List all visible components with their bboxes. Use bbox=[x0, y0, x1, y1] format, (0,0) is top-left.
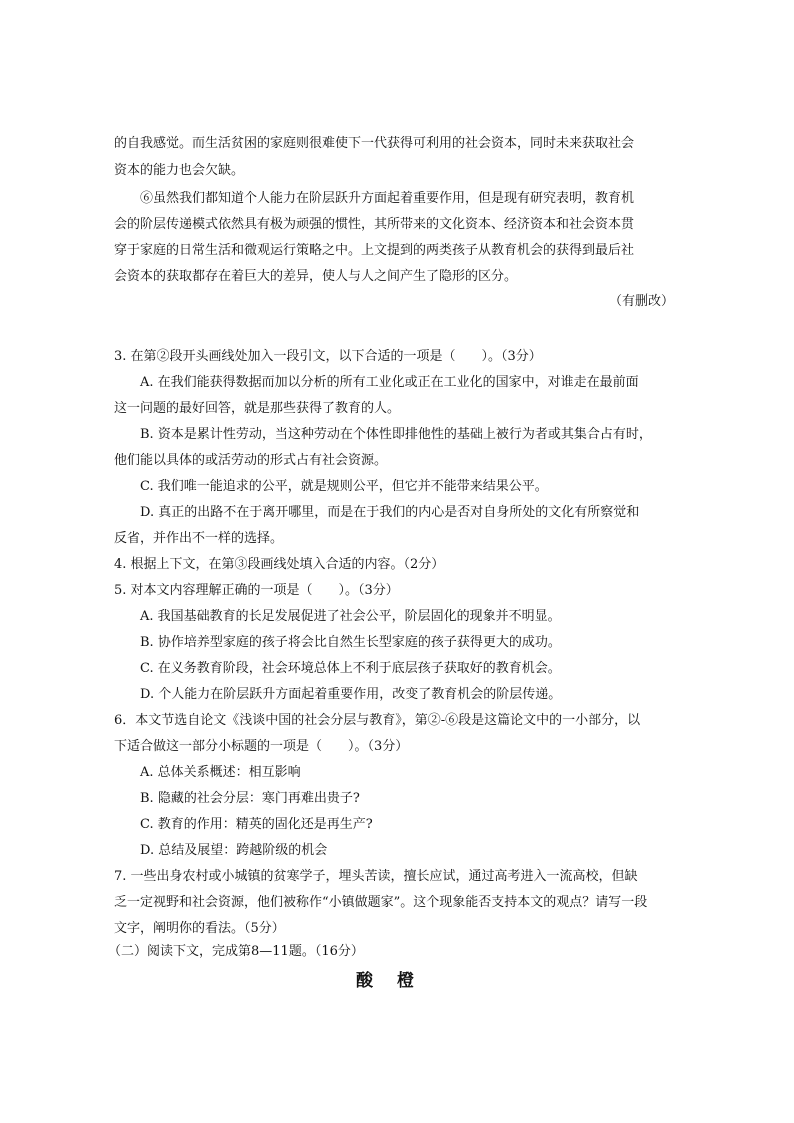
question-3-option-a-cont: 这一问题的最好回答，就是那些获得了教育的人。 bbox=[114, 401, 401, 416]
question-3-option-b-cont: 他们能以具体的或活劳动的形式占有社会资源。 bbox=[114, 453, 388, 468]
paragraph-6-line: 会资本的获取都存在着巨大的差异，使人与人之间产生了隐形的区分。 bbox=[114, 269, 518, 284]
question-3-option-d-cont: 反省，并作出不一样的选择。 bbox=[114, 531, 284, 546]
question-5-option-c: C. 在义务教育阶段，社会环境总体上不利于底层孩子获取好的教育机会。 bbox=[140, 661, 561, 676]
question-3-option-b: B. 资本是累计性劳动，当这种劳动在个体性即排他性的基础上被行为者或其集合占有时， bbox=[140, 427, 652, 442]
passage-line: 的自我感觉。而生活贫困的家庭则很难使下一代获得可利用的社会资本，同时未来获取社会 bbox=[114, 136, 635, 151]
question-5-stem: 5. 对本文内容理解正确的一项是（ ）。（3分） bbox=[114, 583, 399, 598]
question-7-stem-cont: 文字，阐明你的看法。（5分） bbox=[114, 921, 285, 936]
question-5-option-d: D. 个人能力在阶层跃升方面起着重要作用，改变了教育机会的阶层传递。 bbox=[140, 687, 562, 702]
question-3-option-d: D. 真正的出路不在于离开哪里，而是在于我们的内心是否对自身所处的文化有所察觉和 bbox=[140, 505, 640, 520]
question-3-stem: 3. 在第②段开头画线处加入一段引文，以下合适的一项是（ ）。（3分） bbox=[114, 349, 542, 364]
question-6-option-a: A. 总体关系概述：相互影响 bbox=[140, 765, 301, 780]
question-7-stem: 7. 一些出身农村或小城镇的贫寒学子，埋头苦读，擅长应试，通过高考进入一流高校，但缺 bbox=[114, 869, 638, 884]
paragraph-6-line: 穿于家庭的日常生活和微观运行策略之中。上文提到的两类孩子从教育机会的获得到最后社 bbox=[114, 243, 635, 258]
question-6-option-d: D. 总结及展望：跨越阶级的机会 bbox=[140, 843, 328, 858]
question-6-stem: 6．本文节选自论文《浅谈中国的社会分层与教育》，第②-⑥段是这篇论文中的一小部分，以 bbox=[114, 713, 641, 728]
edit-note: （有删改） bbox=[608, 294, 674, 309]
section-2-heading: （二）阅读下文，完成第8—11题。（16分） bbox=[108, 944, 364, 959]
paragraph-6-line: ⑥虽然我们都知道个人能力在阶层跃升方面起着重要作用，但是现有研究表明，教育机 bbox=[140, 191, 635, 206]
paragraph-6-line: 会的阶层传递模式依然具有极为顽强的惯性，其所带来的文化资本、经济资本和社会资本贯 bbox=[114, 217, 635, 232]
question-6-option-b: B. 隐藏的社会分层：寒门再难出贵子? bbox=[140, 791, 360, 806]
passage-line: 资本的能力也会欠缺。 bbox=[114, 163, 245, 178]
question-6-stem-cont: 下适合做这一部分小标题的一项是（ ）。（3分） bbox=[114, 739, 409, 754]
question-5-option-a: A. 我国基础教育的长足发展促进了社会公平，阶层固化的现象并不明显。 bbox=[140, 609, 561, 624]
reading-title: 酸橙 bbox=[356, 971, 438, 991]
question-5-option-b: B. 协作培养型家庭的孩子将会比自然生长型家庭的孩子获得更大的成功。 bbox=[140, 635, 561, 650]
question-3-option-c: C. 我们唯一能追求的公平，就是规则公平，但它并不能带来结果公平。 bbox=[140, 479, 548, 494]
question-6-option-c: C. 教育的作用：精英的固化还是再生产? bbox=[140, 817, 373, 832]
question-7-stem-cont: 乏一定视野和社会资源，他们被称作“小镇做题家”。这个现象能否支持本文的观点？请写一段 bbox=[114, 895, 648, 910]
question-4-stem: 4. 根据上下文，在第③段画线处填入合适的内容。（2分） bbox=[114, 557, 445, 572]
question-3-option-a: A. 在我们能获得数据而加以分析的所有工业化或正在工业化的国家中，对谁走在最前面 bbox=[140, 375, 639, 390]
